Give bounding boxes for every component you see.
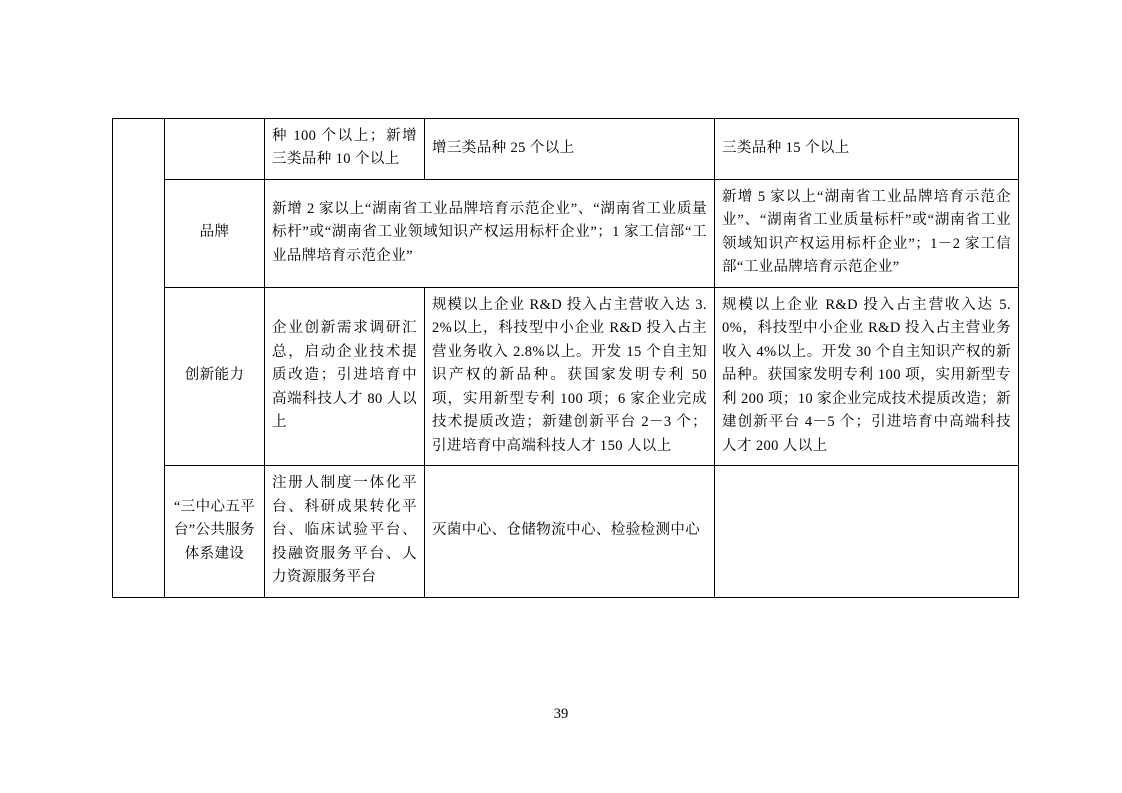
page-number: 39: [553, 706, 569, 722]
indicator-table: [112, 118, 1019, 598]
row-cell-stage1: 种 100 个以上；新增三类品种 10 个以上: [265, 119, 425, 180]
row-cell-stage2: 规模以上企业 R&D 投入占主营收入达 3.2%以上，科技型中小企业 R&D 投入占主营业务收入 2.8%以上。开发 15 个自主知识产权的新品种。获国家发明专利 50 项，实用新型专利 100 项；6 家企业完成技术提质改造；新建创新平台 2－3 个；引进培育中高端科技人才 150 人以上: [425, 287, 715, 465]
table-row: [113, 179, 1019, 287]
table-row: [113, 287, 1019, 465]
row-label-cell: “三中心五平台”公共服务体系建设: [165, 466, 265, 597]
row-label-cell: 创新能力: [165, 287, 265, 465]
row-cell-stage2: 增三类品种 25 个以上: [425, 119, 715, 180]
row-cell-stage1: 企业创新需求调研汇总，启动企业技术提质改造；引进培育中高端科技人才 80 人以上: [265, 287, 425, 465]
row-label-cell: 品牌: [165, 179, 265, 287]
table-row: [113, 466, 1019, 597]
table-row: [113, 119, 1019, 180]
row-cell-stage3: 新增 5 家以上“湖南省工业品牌培育示范企业”、“湖南省工业质量标杆”或“湖南省工业领域知识产权运用标杆企业”；1－2 家工信部“工业品牌培育示范企业”: [715, 179, 1019, 287]
row-cell-stage3: [715, 466, 1019, 597]
row-cell-stage1: 注册人制度一体化平台、科研成果转化平台、临床试验平台、投融资服务平台、人力资源服务平台: [265, 466, 425, 597]
row-label-cell: [165, 119, 265, 180]
row-group-cell: [113, 119, 165, 598]
row-cell-stage2: 灭菌中心、仓储物流中心、检验检测中心: [425, 466, 715, 597]
row-cell-stage1: 新增 2 家以上“湖南省工业品牌培育示范企业”、“湖南省工业质量标杆”或“湖南省工业领域知识产权运用标杆企业”；1 家工信部“工业品牌培育示范企业”: [265, 179, 715, 287]
row-cell-stage3: 三类品种 15 个以上: [715, 119, 1019, 180]
row-cell-stage3: 规模以上企业 R&D 投入占主营收入达 5.0%，科技型中小企业 R&D 投入占主营业务收入 4%以上。开发 30 个自主知识产权的新品种。获国家发明专利 100 项，实用新型专利 200 项；10 家企业完成技术提质改造；新建创新平台 4－5 个；引进培育中高端科技人才 200 人以上: [715, 287, 1019, 465]
